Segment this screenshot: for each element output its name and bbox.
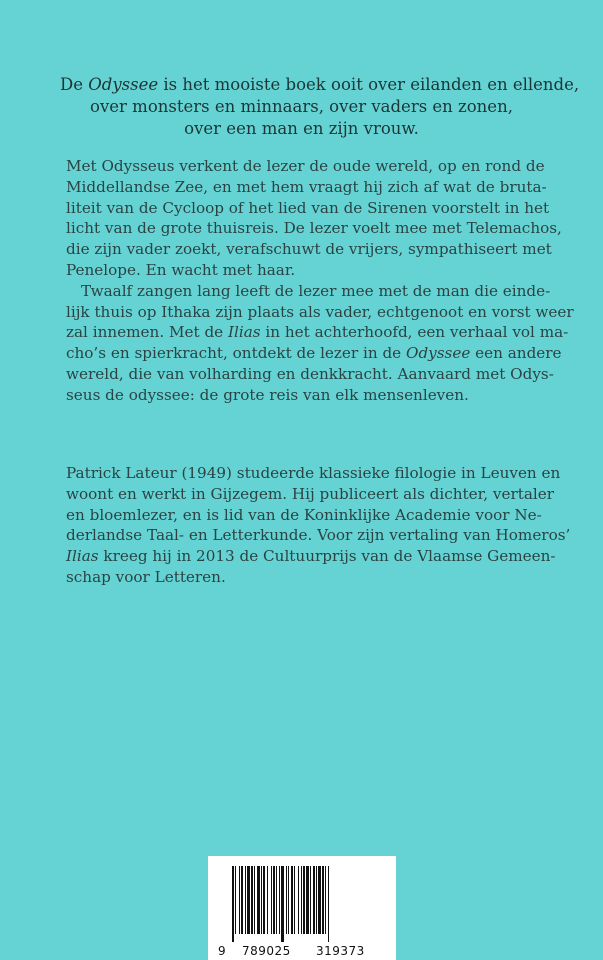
blurb-line: zal innemen. Met de Ilias in het achterhoofd, een verhaal vol ma- [66, 323, 569, 342]
title-ilias: Ilias [228, 323, 261, 342]
blurb-line: Met Odysseus verkent de lezer de oude wereld, op en rond de [66, 157, 545, 175]
title-odyssee: Odyssee [88, 75, 159, 94]
blurb-line: Twaalf zangen lang leeft de lezer mee met de man die einde- [81, 281, 551, 300]
barcode-bar [263, 866, 265, 934]
blurb-line: die zijn vader zoekt, verafschuwt de vrijers, sympathiseert met [66, 240, 552, 259]
bio-line: schap voor Letteren. [66, 567, 226, 586]
bio-line: Patrick Lateur (1949) studeerde klassieke filologie in Leuven en [66, 464, 561, 482]
intro-line-1: De Odyssee is het mooiste boek ooit over eilanden en ellende, [60, 75, 580, 94]
blurb-text [66, 156, 574, 406]
barcode-bar [291, 866, 293, 934]
title-odyssee: Odyssee [406, 344, 471, 363]
barcode-bar [276, 866, 277, 934]
blurb-line: licht van de grote thuisreis. De lezer voelt mee met Telemachos, [66, 219, 562, 238]
barcode-bar [247, 866, 250, 934]
blurb-line: seus de odyssee: de grote reis van elk mensenleven. [66, 385, 469, 404]
bio-line: woont en werkt in Gijzegem. Hij publiceert als dichter, vertaler [66, 484, 554, 503]
barcode-bar [254, 866, 255, 934]
blurb-line: Penelope. En wacht met haar. [66, 260, 296, 279]
barcode-bar [281, 866, 284, 942]
barcode-bar [241, 866, 243, 934]
intro-tagline [60, 74, 580, 140]
barcode-bar [303, 866, 305, 934]
barcode-bars [220, 866, 384, 942]
barcode-bar [267, 866, 268, 934]
barcode-bar [313, 866, 315, 934]
barcode-bar [328, 866, 329, 942]
barcode-bar [318, 866, 321, 934]
isbn-digits-left: 789025 [242, 944, 291, 958]
barcode-bar [294, 866, 295, 934]
barcode-bar [235, 866, 236, 934]
barcode-bar [239, 866, 240, 934]
barcode-bar [325, 866, 326, 934]
blurb-line: lijk thuis op Ithaka zijn plaats als vader, echtgenoot en vorst weer [66, 302, 574, 321]
barcode-bar [232, 866, 234, 942]
barcode-bar [273, 866, 275, 934]
blurb-line: wereld, die van volharding en denkkracht. Aanvaard met Odys- [66, 364, 554, 383]
intro-line-2: over monsters en minnaars, over vaders en zonen, [90, 97, 513, 116]
barcode-bar [298, 866, 299, 934]
barcode-bar [286, 866, 287, 934]
bio-line: derlandse Taal- en Letterkunde. Voor zijn vertaling van Homeros’ [66, 526, 571, 545]
barcode-bar [261, 866, 262, 934]
bio-line: Ilias kreeg hij in 2013 de Cultuurprijs van de Vlaamse Gemeen- [66, 547, 556, 566]
isbn-barcode [208, 856, 396, 960]
barcode-bar [251, 866, 253, 934]
barcode-bar [301, 866, 302, 934]
barcode-bar [245, 866, 246, 934]
barcode-bar [279, 866, 280, 934]
blurb-line: cho’s en spierkracht, ontdekt de lezer in de Odyssee een andere [66, 344, 562, 363]
barcode-bar [257, 866, 260, 934]
barcode-bar [310, 866, 311, 934]
blurb-line: liteit van de Cycloop of het lied van de Sirenen voorstelt in het [66, 198, 550, 217]
blurb-line: Middellandse Zee, en met hem vraagt hij zich af wat de bruta- [66, 177, 547, 196]
barcode-bar [306, 866, 309, 934]
intro-line-3: over een man en zijn vrouw. [184, 119, 419, 138]
bio-line: en bloemlezer, en is lid van de Koninklijke Academie voor Ne- [66, 505, 542, 524]
barcode-bar [316, 866, 317, 934]
isbn-digits-right: 319373 [316, 944, 365, 958]
isbn-digit-first: 9 [218, 944, 227, 958]
author-bio [66, 463, 571, 588]
barcode-bar [271, 866, 272, 934]
barcode-bar [288, 866, 289, 934]
barcode-bar [322, 866, 324, 934]
title-ilias: Ilias [66, 547, 99, 566]
